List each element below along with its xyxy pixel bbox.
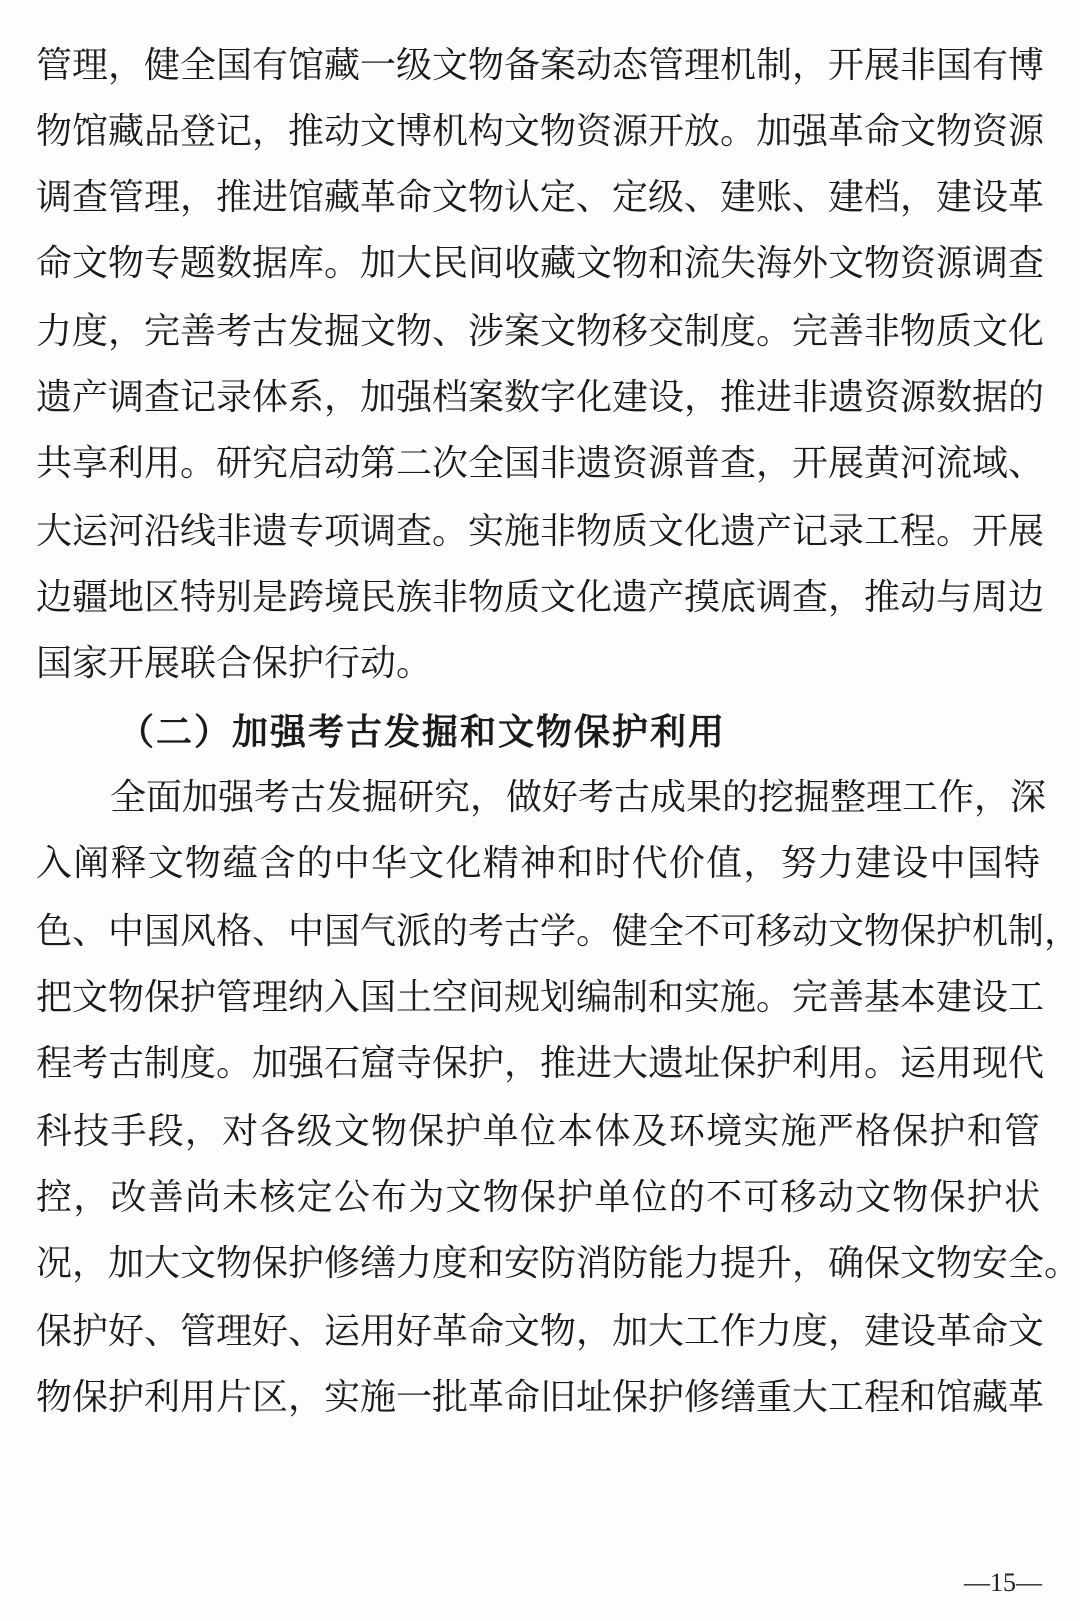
text-line: 共享利用。研究启动第二次全国非遗资源普查，开展黄河流域、 (36, 443, 1045, 484)
text-line: 程考古制度。加强石窟寺保护，推进大遗址保护利用。运用现代 (36, 1043, 1045, 1084)
text-line: 把文物保护管理纳入国土空间规划编制和实施。完善基本建设工 (36, 977, 1045, 1018)
text-line: 边疆地区特别是跨境民族非物质文化遗产摸底调查，推动与周边 (36, 577, 1045, 618)
text-line: 调查管理，推进馆藏革命文物认定、定级、建账、建档，建设革 (36, 177, 1045, 218)
text-line: 管理，健全国有馆藏一级文物备案动态管理机制，开展非国有博 (36, 45, 1045, 86)
text-line: 物馆藏品登记，推动文博机构文物资源开放。加强革命文物资源 (36, 111, 1045, 152)
text-line: 力度，完善考古发掘文物、涉案文物移交制度。完善非物质文化 (36, 311, 1045, 352)
text-line: 科技手段，对各级文物保护单位本体及环境实施严格保护和管 (36, 1111, 1040, 1152)
text-line: 入阐释文物蕴含的中华文化精神和时代价值，努力建设中国特 (36, 843, 1040, 884)
text-line: 物保护利用片区，实施一批革命旧址保护修缮重大工程和馆藏革 (36, 1377, 1045, 1418)
text-line: 况，加大文物保护修缮力度和安防消防能力提升，确保文物安全。 (36, 1243, 1080, 1284)
section-heading: （二）加强考古发掘和文物保护利用 (118, 711, 727, 753)
text-line: 遗产调查记录体系，加强档案数字化建设，推进非遗资源数据的 (36, 377, 1045, 418)
text-line: 色、中国风格、中国气派的考古学。健全不可移动文物保护机制， (36, 911, 1080, 952)
text-line: 命文物专题数据库。加大民间收藏文物和流失海外文物资源调查 (36, 243, 1045, 284)
text-line: 保护好、管理好、运用好革命文物，加大工作力度，建设革命文 (36, 1311, 1045, 1352)
text-line: 大运河沿线非遗专项调查。实施非物质文化遗产记录工程。开展 (36, 511, 1045, 552)
text-line: 全面加强考古发掘研究，做好考古成果的挖掘整理工作，深 (110, 777, 1047, 818)
page-number: —15— (964, 1568, 1042, 1597)
text-line: 国家开展联合保护行动。 (36, 643, 433, 684)
text-line: 控，改善尚未核定公布为文物保护单位的不可移动文物保护状 (36, 1177, 1040, 1218)
